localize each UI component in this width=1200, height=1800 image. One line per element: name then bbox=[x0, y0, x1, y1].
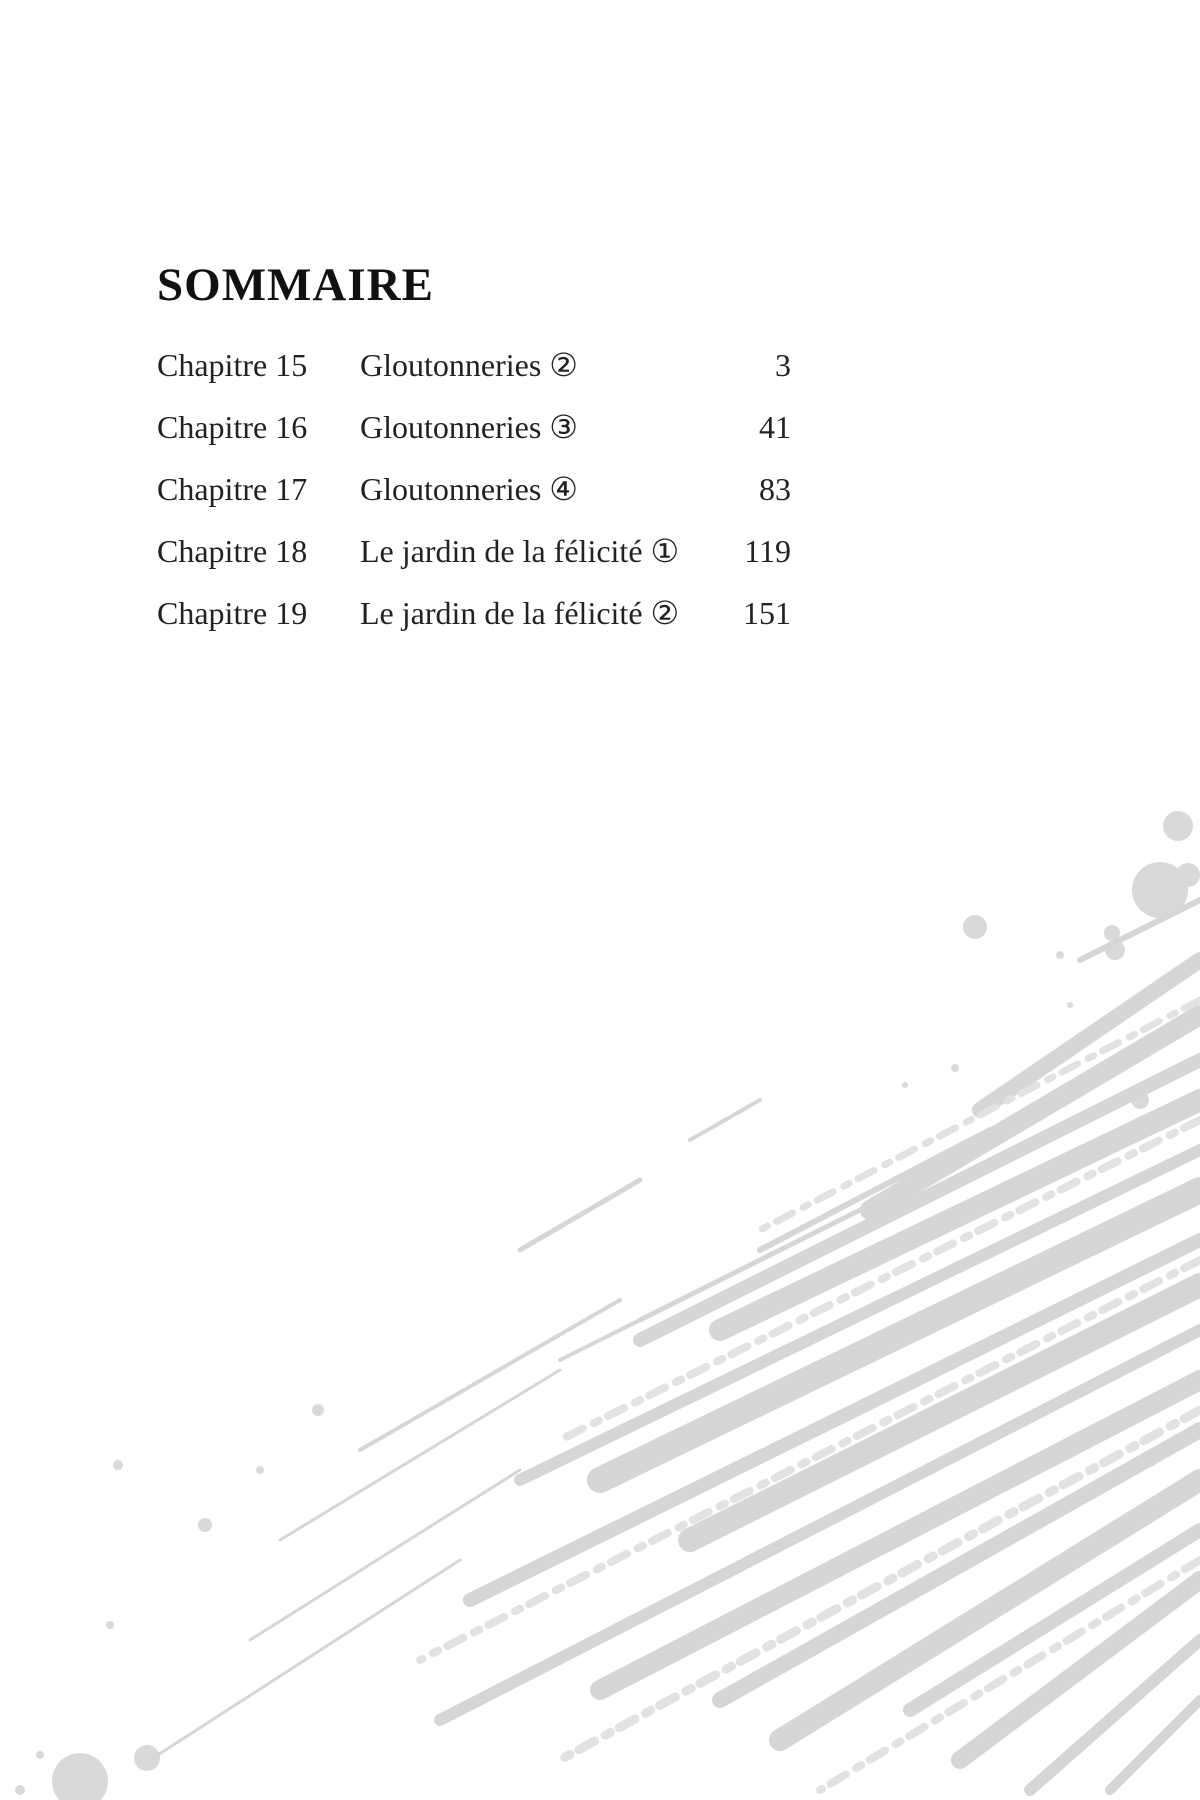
toc-chapter-title: Le jardin de la félicité ② bbox=[360, 595, 680, 631]
toc-chapter-number: Chapitre 17 bbox=[157, 471, 308, 507]
toc-entry bbox=[157, 411, 857, 473]
toc-list bbox=[157, 349, 857, 659]
toc-entry bbox=[157, 473, 857, 535]
toc-page-number: 3 bbox=[775, 347, 791, 383]
toc-page-number: 119 bbox=[744, 533, 791, 569]
toc-chapter-number: Chapitre 15 bbox=[157, 347, 308, 383]
toc-title: SOMMAIRE bbox=[157, 259, 434, 311]
toc-chapter-title: Gloutonneries ② bbox=[360, 347, 578, 383]
toc-page-number: 83 bbox=[759, 471, 791, 507]
toc-chapter-title: Gloutonneries ③ bbox=[360, 409, 578, 445]
toc-chapter-number: Chapitre 18 bbox=[157, 533, 308, 569]
toc-page-number: 41 bbox=[759, 409, 791, 445]
toc-entry bbox=[157, 597, 857, 659]
toc-entry bbox=[157, 535, 857, 597]
toc-chapter-number: Chapitre 19 bbox=[157, 595, 308, 631]
toc-entry bbox=[157, 349, 857, 411]
toc-page-number: 151 bbox=[743, 595, 791, 631]
table-of-contents bbox=[157, 259, 857, 659]
toc-chapter-number: Chapitre 16 bbox=[157, 409, 308, 445]
toc-chapter-title: Le jardin de la félicité ① bbox=[360, 533, 680, 569]
toc-chapter-title: Gloutonneries ④ bbox=[360, 471, 578, 507]
